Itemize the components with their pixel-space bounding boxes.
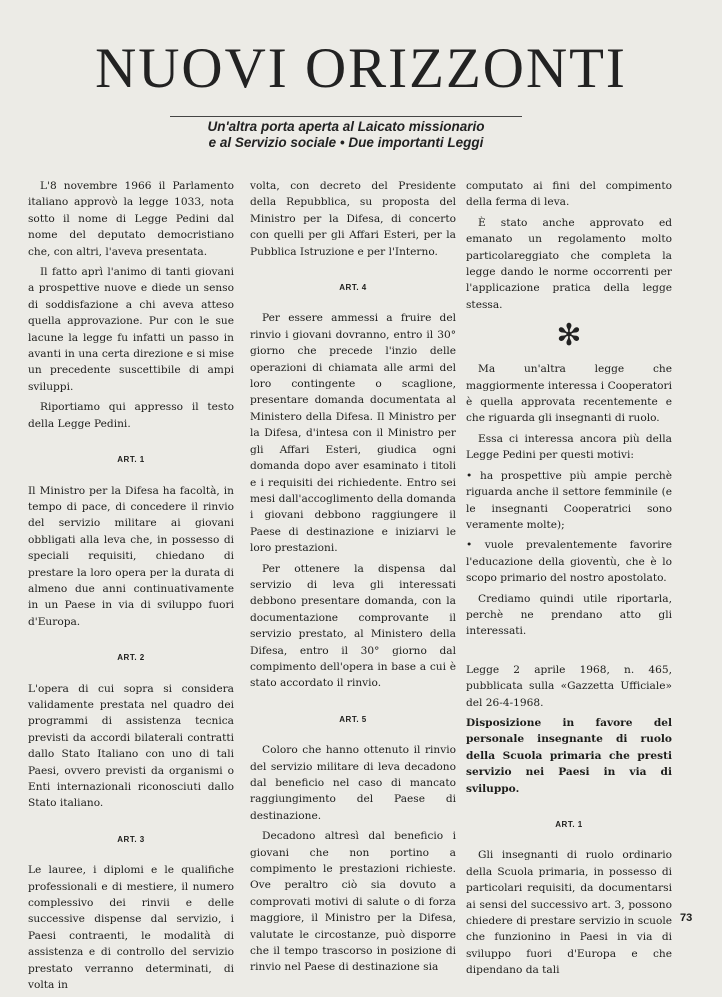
reasons-intro: Essa ci interessa ancora più della Legge Pedini per questi motivi: bbox=[466, 432, 672, 462]
article-1-heading: ART. 1 bbox=[117, 455, 145, 465]
article-3-text: Le lauree, i diplomi e le qualifiche professionali e di mestiere, il numero complessivo dei rinvii e delle successive dispense dal servizio, i Paesi contraenti, le modalità di assistenza e di controllo del servizio prestato verranno determinati, di volta in bbox=[28, 864, 234, 992]
article-5-text-2: Decadono altresì dal beneficio i giovani che non portino a compimento le prestazioni richieste. Ove peraltro ciò sia dovuto a comprovati motivi di salute o di forza maggiore, il Ministro per la Difesa, valutate le circostanze, può disporre che il tempo trascorso in posizione di rinvio nel Paese di destinazione sia bbox=[250, 830, 456, 974]
regulation-paragraph: È stato anche approvato ed emanato un regolamento molto particolareggiato che completa la legge dando le norme occorrenti per l'applicazione pratica della legge stessa. bbox=[466, 216, 672, 311]
article-5-continued: computato ai fini del compimento della ferma di leva. bbox=[466, 180, 672, 209]
subtitle-rule bbox=[170, 116, 522, 117]
article-2-text: L'opera di cui sopra si considera validamente prestata nel quadro dei programmi di assistenza tecnica previsti da accordi bilaterali contratti dallo Stato Italiano con uno di tali Paesi, ovvero previsti da organismi o Enti internazionali riconosciuti dallo Stato italiano. bbox=[28, 682, 234, 810]
page-title: NUOVI ORIZZONTI bbox=[95, 37, 627, 100]
law-title: Disposizione in favore del personale insegnante di ruolo della Scuola primaria che presti servizio nei Paesi in via di sviluppo. bbox=[466, 716, 672, 795]
intro-paragraph-1: L'8 novembre 1966 il Parlamento italiano approvò la legge 1033, nota sotto il nome di Legge Pedini dal nome del deputato democristiano che, con altri, l'aveva presentata. bbox=[28, 180, 234, 258]
column-1 bbox=[28, 178, 234, 997]
article-2-heading: ART. 2 bbox=[117, 653, 145, 663]
article-4-heading: ART. 4 bbox=[339, 283, 367, 293]
article-3-continued: volta, con decreto del Presidente della Repubblica, su proposta del Ministro per la Difesa, di concerto con quelli per gli Affari Esteri, per la Pubblica Istruzione e per l'Interno. bbox=[250, 180, 456, 258]
article-5-text-1: Coloro che hanno ottenuto il rinvio del servizio militare di leva decadono dal beneficio nel caso di mancato raggiungimento del Paese di destinazione. bbox=[250, 744, 456, 822]
second-law-intro: Ma un'altra legge che maggiormente interessa i Cooperatori è quella approvata recentemente e che riguarda gli insegnanti di ruolo. bbox=[466, 363, 672, 425]
intro-paragraph-3: Riportiamo qui appresso il testo della Legge Pedini. bbox=[28, 401, 234, 430]
article-4-text-2: Per ottenere la dispensa dal servizio di leva gli interessati debbono presentare domanda, con la documentazione comprovante il servizio prestato, al Ministero della Difesa, entro il 30° giorno dal compimento dell'opera in base a cui è stato accordato il rinvio. bbox=[250, 562, 456, 690]
spacer bbox=[466, 644, 672, 662]
law-reference: Legge 2 aprile 1968, n. 465, pubblicata sulla «Gazzetta Ufficiale» del 26-4-1968. bbox=[466, 663, 672, 709]
column-3 bbox=[466, 178, 672, 983]
law-article-1-heading: ART. 1 bbox=[555, 820, 583, 829]
reason-bullet-2: • vuole prevalentemente favorire l'educazione della gioventù, che è lo scopo primario del nostro apostolato. bbox=[466, 539, 672, 585]
page-number: 73 bbox=[680, 912, 693, 924]
article-5-heading: ART. 5 bbox=[339, 714, 367, 724]
subtitle-line-1: Un'altra porta aperta al Laicato missionario bbox=[207, 119, 485, 134]
law-article-1-text: Gli insegnanti di ruolo ordinario della Scuola primaria, in possesso di particolari requisiti, da documentarsi ai sensi del successivo art. 3, possono chiedere di prestare servizio in scuole che funzionino in Paesi in via di sviluppo fuori d'Europa e che dipendano da tali bbox=[466, 849, 672, 977]
column-2 bbox=[250, 178, 456, 980]
intro-paragraph-2: Il fatto aprì l'animo di tanti giovani a prospettive nuove e diede un senso di soddisfazione a chi aveva atteso quella approvazione. Pur con le sue lacune la legge fu infatti un passo in avanti in una certa direzione e si mise un precedente suscettibile di ampi sviluppi. bbox=[28, 266, 234, 393]
article-1-text: Il Ministro per la Difesa ha facoltà, in tempo di pace, di concedere il rinvio del servizio militare ai giovani obbligati alla leva che, in possesso di speciali requisiti, chiedano di prestare la loro opera per la durata di almeno due anni continuativamente in un Paese in via di sviluppo fuori d'Europa. bbox=[28, 484, 234, 628]
subtitle bbox=[170, 119, 522, 151]
article-3-heading: ART. 3 bbox=[117, 834, 145, 844]
reason-bullet-1: • ha prospettive più ampie perchè riguarda anche il settore femminile (e le insegnanti Cooperatrici sono veramente molte); bbox=[466, 469, 672, 531]
asterisk-ornament-icon: ✻ bbox=[556, 318, 582, 354]
subtitle-line-2: e al Servizio sociale • Due importanti Leggi bbox=[208, 135, 484, 150]
article-4-text-1: Per essere ammessi a fruire del rinvio i giovani dovranno, entro il 30° giorno che precede l'inzio delle operazioni di chiamata alle armi del loro contingente o scaglione, presentare domanda documentata al Ministero della Difesa. Il Ministro per la Difesa, d'intesa con il Ministro per gli Affari Esteri, giudica ogni domanda dopo aver esaminato i titoli e i requisiti dei richiedente. Entro sei mesi dall'accoglimento della domanda i giovani debbono raggiungere il Paese di destinazione e iniziarvi le loro prestazioni. bbox=[250, 312, 456, 555]
closing-paragraph: Crediamo quindi utile riportarla, perchè ne prendano atto gli interessati. bbox=[466, 592, 672, 638]
